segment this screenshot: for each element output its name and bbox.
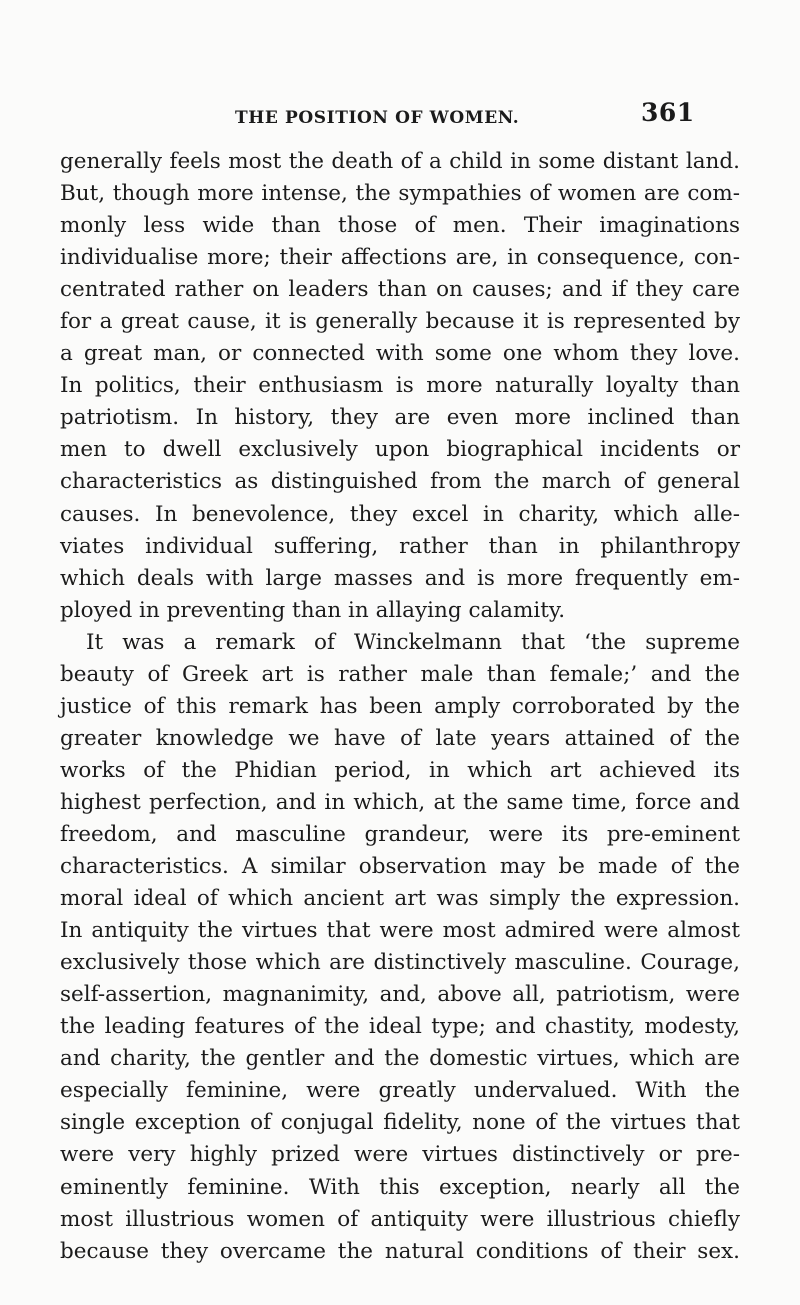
- text-line: characteristics as distinguished from the march of general: [60, 469, 740, 495]
- text-line: centrated rather on leaders than on causes; and if they care: [60, 277, 740, 303]
- text-line: for a great cause, it is generally because it is represented by: [60, 309, 740, 335]
- text-line: beauty of Greek art is rather male than female;’ and the: [60, 661, 740, 687]
- text-line: which deals with large masses and is more frequently em-: [60, 565, 740, 591]
- text-line: individualise more; their affections are, in consequence, con-: [60, 245, 740, 271]
- text-line: exclusively those which are distinctively masculine. Courage,: [60, 950, 740, 976]
- text-line: eminently feminine. With this exception, nearly all the: [60, 1174, 740, 1200]
- text-line: justice of this remark has been amply corroborated by the: [60, 693, 740, 719]
- text-line: characteristics. A similar observation may be made of the: [60, 854, 740, 880]
- text-line: the leading features of the ideal type; and chastity, modesty,: [60, 1014, 740, 1040]
- text-line: highest perfection, and in which, at the same time, force and: [60, 789, 740, 815]
- text-line: single exception of conjugal fidelity, none of the virtues that: [60, 1110, 740, 1136]
- text-line: especially feminine, were greatly undervalued. With the: [60, 1078, 740, 1104]
- text-line: But, though more intense, the sympathies of women are com-: [60, 181, 740, 207]
- paragraph-start-line: It was a remark of Winckelmann that ‘the supreme: [86, 629, 740, 655]
- text-line: freedom, and masculine grandeur, were its pre-eminent: [60, 821, 740, 847]
- text-line: patriotism. In history, they are even more inclined than: [60, 405, 740, 431]
- text-line: because they overcame the natural conditions of their sex.: [60, 1238, 740, 1264]
- text-line: works of the Phidian period, in which art achieved its: [60, 757, 740, 783]
- text-line: causes. In benevolence, they excel in charity, which alle-: [60, 501, 740, 527]
- running-title: THE POSITION OF WOMEN.: [235, 108, 520, 128]
- body-text: [60, 146, 740, 1268]
- text-line: In antiquity the virtues that were most admired were almost: [60, 918, 740, 944]
- text-line: viates individual suffering, rather than in philanthropy: [60, 533, 740, 559]
- text-line: generally feels most the death of a child in some distant land.: [60, 149, 740, 174]
- text-line: most illustrious women of antiquity were illustrious chiefly: [60, 1206, 740, 1232]
- page-number: 361: [641, 98, 695, 127]
- text-line: moral ideal of which ancient art was simply the expression.: [60, 886, 740, 912]
- text-line: monly less wide than those of men. Their imaginations: [60, 213, 740, 239]
- text-line: In politics, their enthusiasm is more naturally loyalty than: [60, 373, 740, 399]
- text-line: a great man, or connected with some one whom they love.: [60, 341, 740, 367]
- text-line: greater knowledge we have of late years attained of the: [60, 725, 740, 751]
- text-line: and charity, the gentler and the domestic virtues, which are: [60, 1046, 740, 1072]
- text-line: were very highly prized were virtues distinctively or pre-: [60, 1142, 740, 1168]
- text-line: men to dwell exclusively upon biographical incidents or: [60, 437, 740, 463]
- paragraph-end-line: ployed in preventing than in allaying calamity.: [60, 597, 566, 623]
- text-line: self-assertion, magnanimity, and, above all, patriotism, were: [60, 982, 740, 1008]
